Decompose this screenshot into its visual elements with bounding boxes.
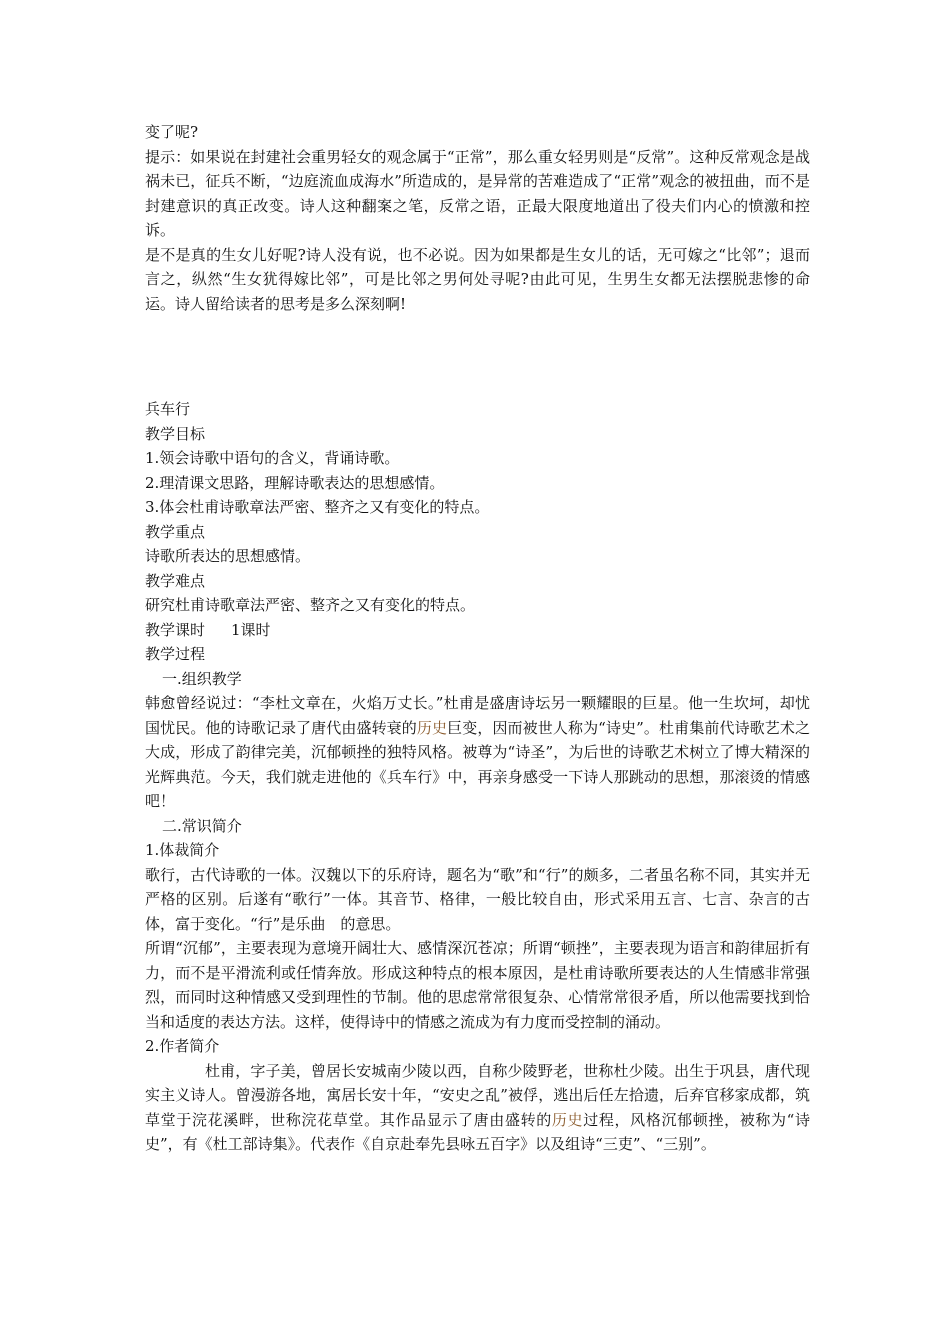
goal-item-2: 2.理清课文思路，理解诗歌表达的思想感情。 [145, 473, 445, 492]
class-hours-value: 1课时 [231, 620, 271, 639]
author-text-b: 过程，风格沉郁顿挫，被称为“诗史”，有《杜工部诗集》。代表作《自京赴奉先县咏五百字》以及组诗“三吏”、“三别”。 [145, 1110, 810, 1153]
discussion-paragraph: 是不是真的生女儿好呢?诗人没有说，也不必说。因为如果都是生女儿的话，无可嫁之“比邻”；退而言之，纵然“生女犹得嫁比邻”，可是比邻之男何处寻呢?由此可见，生男生女都无法摆脱悲惨的命运。诗人留给读者的思考是多么深刻啊! [145, 245, 810, 313]
genre-paragraph: 歌行，古代诗歌的一体。汉魏以下的乐府诗，题名为“歌”和“行”的颇多，二者虽名称不同，其实并无严格的区别。后遂有“歌行”一体。其音节、格律，一般比较自由，形式采用五言、七言、杂言的古体，富于变化。“行”是乐曲 的意思。 [145, 865, 810, 933]
goal-item-3: 3.体会杜甫诗歌章法严密、整齐之又有变化的特点。 [145, 498, 490, 516]
genre-heading: 1.体裁简介 [145, 841, 220, 859]
goal-item-1: 1.领会诗歌中语句的含义，背诵诗歌。 [145, 449, 400, 467]
intro-text-a: 韩愈曾经说过：“李杜文章在，火焰万丈长。”杜甫是盛唐诗坛另一颗耀眼的巨星。他一生坎坷，却忧国忧民。他的诗歌记录了唐代由盛转衰的 [145, 694, 810, 737]
continued-section [145, 120, 810, 316]
step-knowledge-heading: 二.常识简介 [162, 816, 242, 835]
author-text-a: 杜甫，字子美，曾居长安城南少陵以西，自称少陵野老，世称杜少陵。出生于巩县，唐代现实主义诗人。曾漫游各地，寓居长安十年，“安史之乱”被俘，逃出后任左拾遗，后弃官移家成都，筑草堂于浣花溪畔，世称浣花草堂。其作品显示了唐由盛转的 [145, 1061, 810, 1129]
key-heading: 教学重点 [145, 522, 206, 541]
step-organize-heading: 一.组织教学 [162, 669, 242, 688]
author-heading: 2.作者简介 [145, 1037, 220, 1055]
continued-line: 变了呢? [145, 123, 199, 141]
key-text: 诗歌所表达的思想感情。 [145, 547, 311, 565]
intro-highlight: 历史 [416, 718, 448, 737]
difficulty-heading: 教学难点 [145, 571, 206, 590]
hint-paragraph: 提示：如果说在封建社会重男轻女的观念属于“正常”，那么重女轻男则是“反常”。这种反常观念是战祸未已，征兵不断，“边庭流血成海水”所造成的，是异常的苦难造成了“正常”观念的被扭曲，而不是封建意识的真正改变。诗人这种翻案之笔，反常之语，正最大限度地道出了役夫们内心的愤激和控诉。 [145, 147, 810, 239]
author-highlight: 历史 [551, 1110, 584, 1129]
intro-text-b: 巨变，因而被世人称为“诗史”。杜甫集前代诗歌艺术之大成，形成了韵律完美，沉郁顿挫的独特风格。被尊为“诗圣”，为后世的诗歌艺术树立了博大精深的光辉典范。今天，我们就走进他的《兵车行》中，再亲身感受一下诗人那跳动的思想，那滚烫的情感吧！ [145, 718, 810, 810]
style-paragraph: 所谓“沉郁”，主要表现为意境开阔壮大、感情深沉苍凉；所谓“顿挫”，主要表现为语言和韵律屈折有力，而不是平滑流利或任情奔放。形成这种特点的根本原因，是杜甫诗歌所要表达的人生情感非常强烈，而同时这种情感又受到理性的节制。他的思虑常常很复杂、心情常常很矛盾，所以他需要找到恰当和适度的表达方法。这样，使得诗中的情感之流成为有力度而受控制的涌动。 [145, 939, 810, 1031]
class-hours-label: 教学课时 [145, 620, 206, 639]
author-paragraph [145, 1059, 810, 1157]
difficulty-text: 研究杜甫诗歌章法严密、整齐之又有变化的特点。 [145, 596, 476, 614]
intro-paragraph [145, 691, 810, 814]
goals-heading: 教学目标 [145, 424, 206, 443]
lesson-plan-section [145, 397, 810, 1157]
process-heading: 教学过程 [145, 645, 206, 663]
lesson-title: 兵车行 [145, 400, 191, 418]
class-hours-line [145, 618, 810, 643]
